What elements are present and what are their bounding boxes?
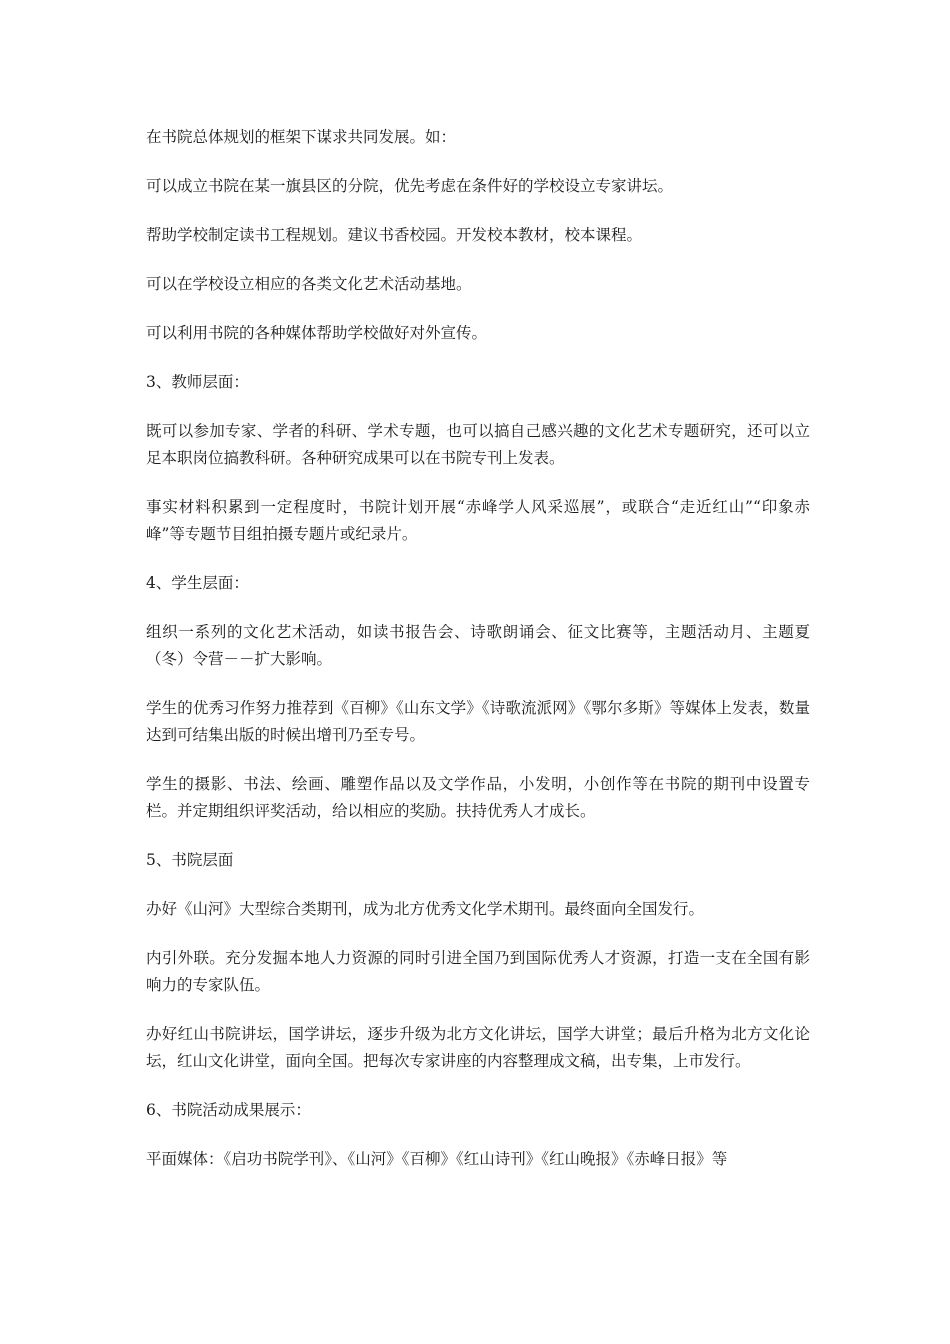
- paragraph-branch: 可以成立书院在某一旗县区的分院，优先考虑在条件好的学校设立专家讲坛。: [146, 177, 674, 195]
- section-heading-student: 4、学生层面：: [146, 574, 249, 592]
- paragraph-media-promotion: 可以利用书院的各种媒体帮助学校做好对外宣传。: [146, 324, 488, 342]
- paragraph-student-activities: 组织一系列的文化艺术活动，如读书报告会、诗歌朗诵会、征文比赛等，主题活动月、主题夏（冬）令营－－扩大影响。: [146, 623, 810, 668]
- document-body: [146, 124, 810, 1195]
- paragraph-student-publishing: 学生的优秀习作努力推荐到《百柳》《山东文学》《诗歌流派网》《鄂尔多斯》等媒体上发表，数量达到可结集出版的时候出增刊乃至专号。: [146, 699, 810, 744]
- section-heading-achievements: 6、书院活动成果展示：: [146, 1101, 311, 1119]
- paragraph-academy-talent: 内引外联。充分发掘本地人力资源的同时引进全国乃到国际优秀人才资源，打造一支在全国有影响力的专家队伍。: [146, 949, 810, 994]
- paragraph-activity-base: 可以在学校设立相应的各类文化艺术活动基地。: [146, 275, 472, 293]
- paragraph-student-works: 学生的摄影、书法、绘画、雕塑作品以及文学作品，小发明，小创作等在书院的期刊中设置专栏。并定期组织评奖活动，给以相应的奖励。扶持优秀人才成长。: [146, 775, 810, 820]
- section-heading-teacher: 3、教师层面：: [146, 373, 249, 391]
- paragraph-framework: 在书院总体规划的框架下谋求共同发展。如：: [146, 128, 457, 146]
- paragraph-reading-plan: 帮助学校制定读书工程规划。建议书香校园。开发校本教材，校本课程。: [146, 226, 643, 244]
- paragraph-academy-lectures: 办好红山书院讲坛，国学讲坛，逐步升级为北方文化讲坛，国学大讲堂；最后升格为北方文化论坛，红山文化讲堂，面向全国。把每次专家讲座的内容整理成文稿，出专集，上市发行。: [146, 1025, 810, 1070]
- paragraph-teacher-research: 既可以参加专家、学者的科研、学术专题，也可以搞自己感兴趣的文化艺术专题研究，还可以立足本职岗位搞教科研。各种研究成果可以在书院专刊上发表。: [146, 422, 810, 467]
- paragraph-teacher-exhibition: 事实材料积累到一定程度时，书院计划开展“赤峰学人风采巡展”，或联合“走近红山”“印象赤峰”等专题节目组拍摄专题片或纪录片。: [146, 498, 810, 543]
- paragraph-print-media: 平面媒体：《启功书院学刊》、《山河》《百柳》《红山诗刊》《红山晚报》《赤峰日报》等: [146, 1150, 728, 1168]
- section-heading-academy: 5、书院层面: [146, 851, 234, 869]
- paragraph-academy-journal: 办好《山河》大型综合类期刊，成为北方优秀文化学术期刊。最终面向全国发行。: [146, 900, 705, 918]
